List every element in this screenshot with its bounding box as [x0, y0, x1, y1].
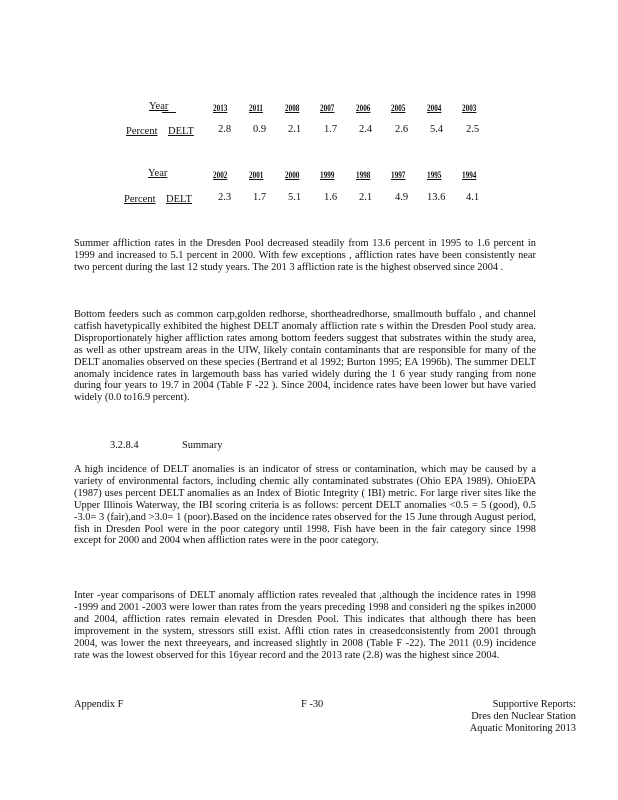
table1-year-label: Year: [149, 101, 169, 112]
table2-year: 1998: [356, 170, 371, 180]
table1-row-label-percent: Percent: [126, 126, 158, 137]
table1-row-label-delt: DELT: [168, 126, 194, 137]
paragraph-delt-incidence: A high incidence of DELT anomalies is an indicator of stress or contamination, which may be caused by a variety of environmental factors, including chemic ally contaminated substrates (Ohio EPA 1989). OhioEPA (1987) uses percent DELT anomalies as an Index of Biotic Integrity ( IBI) metric. For large river sites like the Upper Illinois Waterway, the IBI scoring criteria is as follows: percent DELT anomalies <0.5 = 5 (good), 0.5 -3.0= 3 (fair),and >3.0= 1 (poor).Based on the incidence rates observed for the 15 June through August period, fish in Dresden Pool were in the poor category until 1998. Fish have been in the fair category since 1998 except for 2000 and 2004 when affliction rates were in the poor category.: [74, 464, 536, 547]
table2-row-label-percent: Percent: [124, 194, 156, 205]
footer-report-line: Aquatic Monitoring 2013: [469, 723, 576, 734]
table2-year: 1994: [462, 170, 477, 180]
table2-year: 1995: [427, 170, 442, 180]
footer-report-info: [470, 699, 576, 735]
table1-value: 2.1: [288, 124, 302, 135]
table2-year: 1999: [320, 170, 335, 180]
table1-year-underline: [162, 112, 176, 113]
section-title: Summary: [182, 440, 223, 451]
table2-year: 1997: [391, 170, 406, 180]
table2-row-label-delt: DELT: [166, 194, 192, 205]
table1-value: 5.4: [430, 124, 444, 135]
table2-value: 1.7: [253, 192, 267, 203]
table1-year: 2005: [391, 103, 406, 113]
table1-value: 2.4: [359, 124, 373, 135]
table1-year: 2013: [213, 103, 228, 113]
table2-year-label: Year: [148, 168, 168, 179]
table1-value: 2.5: [466, 124, 480, 135]
table1-year: 2007: [320, 103, 335, 113]
paragraph-inter-year: Inter -year comparisons of DELT anomaly affliction rates revealed that ,although the incidence rates in 1998 -1999 and 2001 -2003 were lower than rates from the years preceding 1998 and consideri ng the spikes in2000 and 2004, affliction rates remain elevated in Dresden Pool. This indicates that although there has been improvement in the system, stressors still exist. Affli ction rates in creasedconsistently from 2001 through 2004, was lower the next threeyears, and increased slightly in 2008 (Table F -22). The 2011 (0.9) incidence rate was the lowest observed for this 16year record and the 2013 rate (2.8) was the highest since 2004.: [74, 590, 536, 661]
paragraph-bottom-feeders: Bottom feeders such as common carp,golden redhorse, shortheadredhorse, smallmouth buffalo , and channel catfish havetypically exhibited the highest DELT anomaly affliction rate s within the Dresden Pool study area. Disproportionately higher affliction rates among bottom feeders suggest that substrates within the study area, as well as other upstream areas in the UIW, likely contain contaminants that are responsible for many of the DELT anomalies observed on these species (Bertrand et al 1992; Burton 1995; EA 1996b). The summer DELT anomaly incidence rates in largemouth bass has varied widely during the 1 6 year study ranging from none during four years to 19.7 in 2004 (Table F -22 ). Since 2004, incidence rates have been lower but have varied widely (0.0 to16.9 percent).: [74, 309, 536, 404]
table2-value: 4.9: [395, 192, 409, 203]
table2-year: 2001: [249, 170, 264, 180]
paragraph-affliction-rates: Summer affliction rates in the Dresden Pool decreased steadily from 13.6 percent in 1995 to 1.6 percent in 1999 and increased to 5.1 percent in 2000. With few exceptions , affliction rates have been consistently near two percent during the last 12 study years. The 201 3 affliction rate is the highest observed since 2004 .: [74, 238, 536, 273]
table1-value: 0.9: [253, 124, 267, 135]
footer-report-line: Supportive Reports:: [492, 699, 576, 710]
table2-value: 13.6: [427, 192, 446, 203]
table2-value: 5.1: [288, 192, 302, 203]
section-number: 3.2.8.4: [110, 440, 139, 451]
table1-year: 2004: [427, 103, 442, 113]
footer-report-line: Dres den Nuclear Station: [471, 711, 576, 722]
footer-page-number: F -30: [301, 699, 324, 710]
table1-year: 2008: [285, 103, 300, 113]
table1-year: 2006: [356, 103, 371, 113]
table1-year: 2011: [249, 103, 264, 113]
table2-year: 2000: [285, 170, 300, 180]
footer-appendix: Appendix F: [74, 699, 124, 710]
table2-value: 1.6: [324, 192, 338, 203]
table1-year: 2003: [462, 103, 477, 113]
table2-value: 4.1: [466, 192, 480, 203]
table1-value: 1.7: [324, 124, 338, 135]
table2-value: 2.3: [218, 192, 232, 203]
table2-year: 2002: [213, 170, 228, 180]
table1-value: 2.6: [395, 124, 409, 135]
table1-value: 2.8: [218, 124, 232, 135]
table2-value: 2.1: [359, 192, 373, 203]
